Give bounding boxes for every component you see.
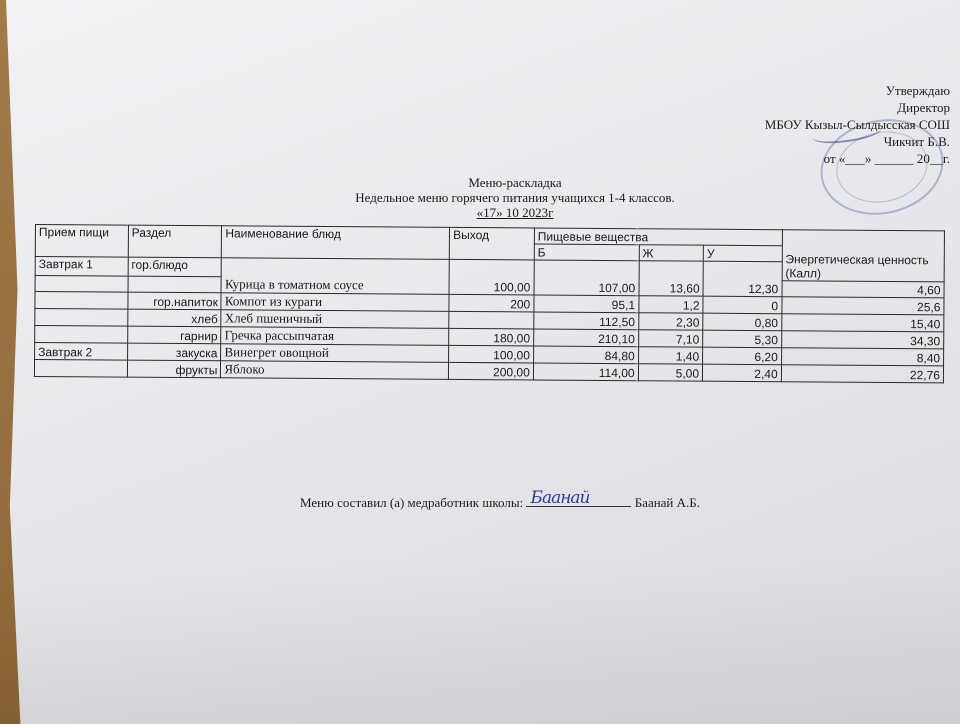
approval-block: [765, 82, 950, 167]
header-zh: Ж: [639, 245, 704, 261]
row2-zh: 2,30: [638, 313, 703, 330]
row4-b: 84,80: [533, 346, 638, 364]
row0-section-filler: [128, 276, 222, 293]
row4-energy: 8,40: [781, 348, 943, 366]
row0-b: 107,00: [534, 260, 639, 296]
row3-dish: Гречка рассыпчатая: [221, 327, 449, 346]
approval-director-name: Чикчит Б.В.: [883, 134, 950, 149]
document-date: «17» 10 2023г: [476, 205, 554, 220]
row2-dish: Хлеб пшеничный: [221, 310, 449, 329]
row3-section: гарнир: [127, 326, 221, 344]
document-titles: [300, 175, 730, 220]
row0-energy: 4,60: [782, 281, 944, 298]
row0-output: 100,00: [449, 259, 534, 295]
row4-meal: Завтрак 2: [35, 343, 128, 361]
approval-approve: Утверждаю: [885, 83, 950, 98]
row2-output: [449, 311, 534, 329]
footer-label: Меню составил (а) медработник школы:: [300, 495, 524, 510]
approval-date: от «___» ______ 20__г.: [823, 151, 950, 166]
approval-position: Директор: [897, 100, 950, 115]
row4-zh: 1,40: [638, 347, 703, 364]
row0-meal: Завтрак 1: [35, 257, 128, 277]
row2-energy: 15,40: [781, 314, 943, 332]
header-section: Раздел: [128, 225, 222, 258]
row1-section: гор.напиток: [128, 292, 222, 310]
row5-section: фрукты: [127, 360, 221, 378]
footer-name: Баанай А.Б.: [634, 495, 700, 510]
row4-section: закуска: [127, 343, 221, 361]
row5-zh: 5,00: [638, 364, 703, 381]
row4-u: 6,20: [703, 347, 782, 365]
row2-meal: [35, 309, 128, 327]
header-output: Выход: [449, 227, 534, 260]
row2-section: хлеб: [127, 309, 221, 327]
row1-zh: 1,2: [639, 296, 704, 313]
row1-b: 95,1: [534, 295, 639, 313]
row3-meal: [35, 326, 128, 344]
row5-u: 2,40: [703, 364, 782, 382]
row5-dish: Яблоко: [221, 361, 449, 380]
row5-output: 200,00: [449, 362, 534, 380]
row3-energy: 34,30: [781, 331, 943, 349]
row3-output: 180,00: [449, 328, 534, 346]
header-dish: Наименование блюд: [222, 226, 450, 260]
row3-b: 210,10: [533, 329, 638, 347]
row0-section: гор.блюдо: [128, 257, 222, 277]
row3-u: 5,30: [703, 330, 782, 348]
signature-line: [526, 488, 631, 508]
row1-output: 200: [449, 294, 534, 312]
row1-u: 0: [703, 296, 782, 314]
row1-meal: [35, 292, 128, 310]
footer-signature-line: [300, 488, 700, 511]
document-subtitle: Недельное меню горячего питания учащихся 1-4 классов.: [355, 190, 675, 205]
row5-meal: [34, 360, 127, 378]
row3-zh: 7,10: [638, 330, 703, 347]
paper-shadow: [0, 560, 960, 724]
row0-dish: Курица в томатном соусе: [221, 258, 449, 295]
row2-u: 0,80: [703, 313, 782, 331]
approval-school: МБОУ Кызыл-Сылдысская СОШ: [764, 117, 950, 132]
row0-meal-filler: [35, 276, 128, 293]
header-nutrients: Пищевые вещества: [534, 228, 782, 246]
row5-energy: 22,76: [781, 365, 943, 383]
header-u: У: [703, 245, 782, 262]
row0-zh: 13,60: [639, 261, 704, 296]
row4-dish: Винегрет овощной: [221, 344, 449, 363]
row0-u: 12,30: [703, 261, 782, 297]
row4-output: 100,00: [449, 345, 534, 363]
medic-signature: Баанай: [530, 488, 590, 508]
row2-b: 112,50: [534, 312, 639, 330]
row1-dish: Компот из кураги: [221, 293, 449, 312]
row1-energy: 25,6: [782, 297, 944, 315]
header-b: Б: [534, 244, 639, 261]
row5-b: 114,00: [533, 363, 638, 381]
menu-table: [34, 224, 945, 383]
header-meal: Прием пищи: [35, 225, 128, 258]
header-energy: Энергетическая ценность (Калл): [782, 230, 945, 282]
document-title: Меню-раскладка: [468, 175, 562, 190]
